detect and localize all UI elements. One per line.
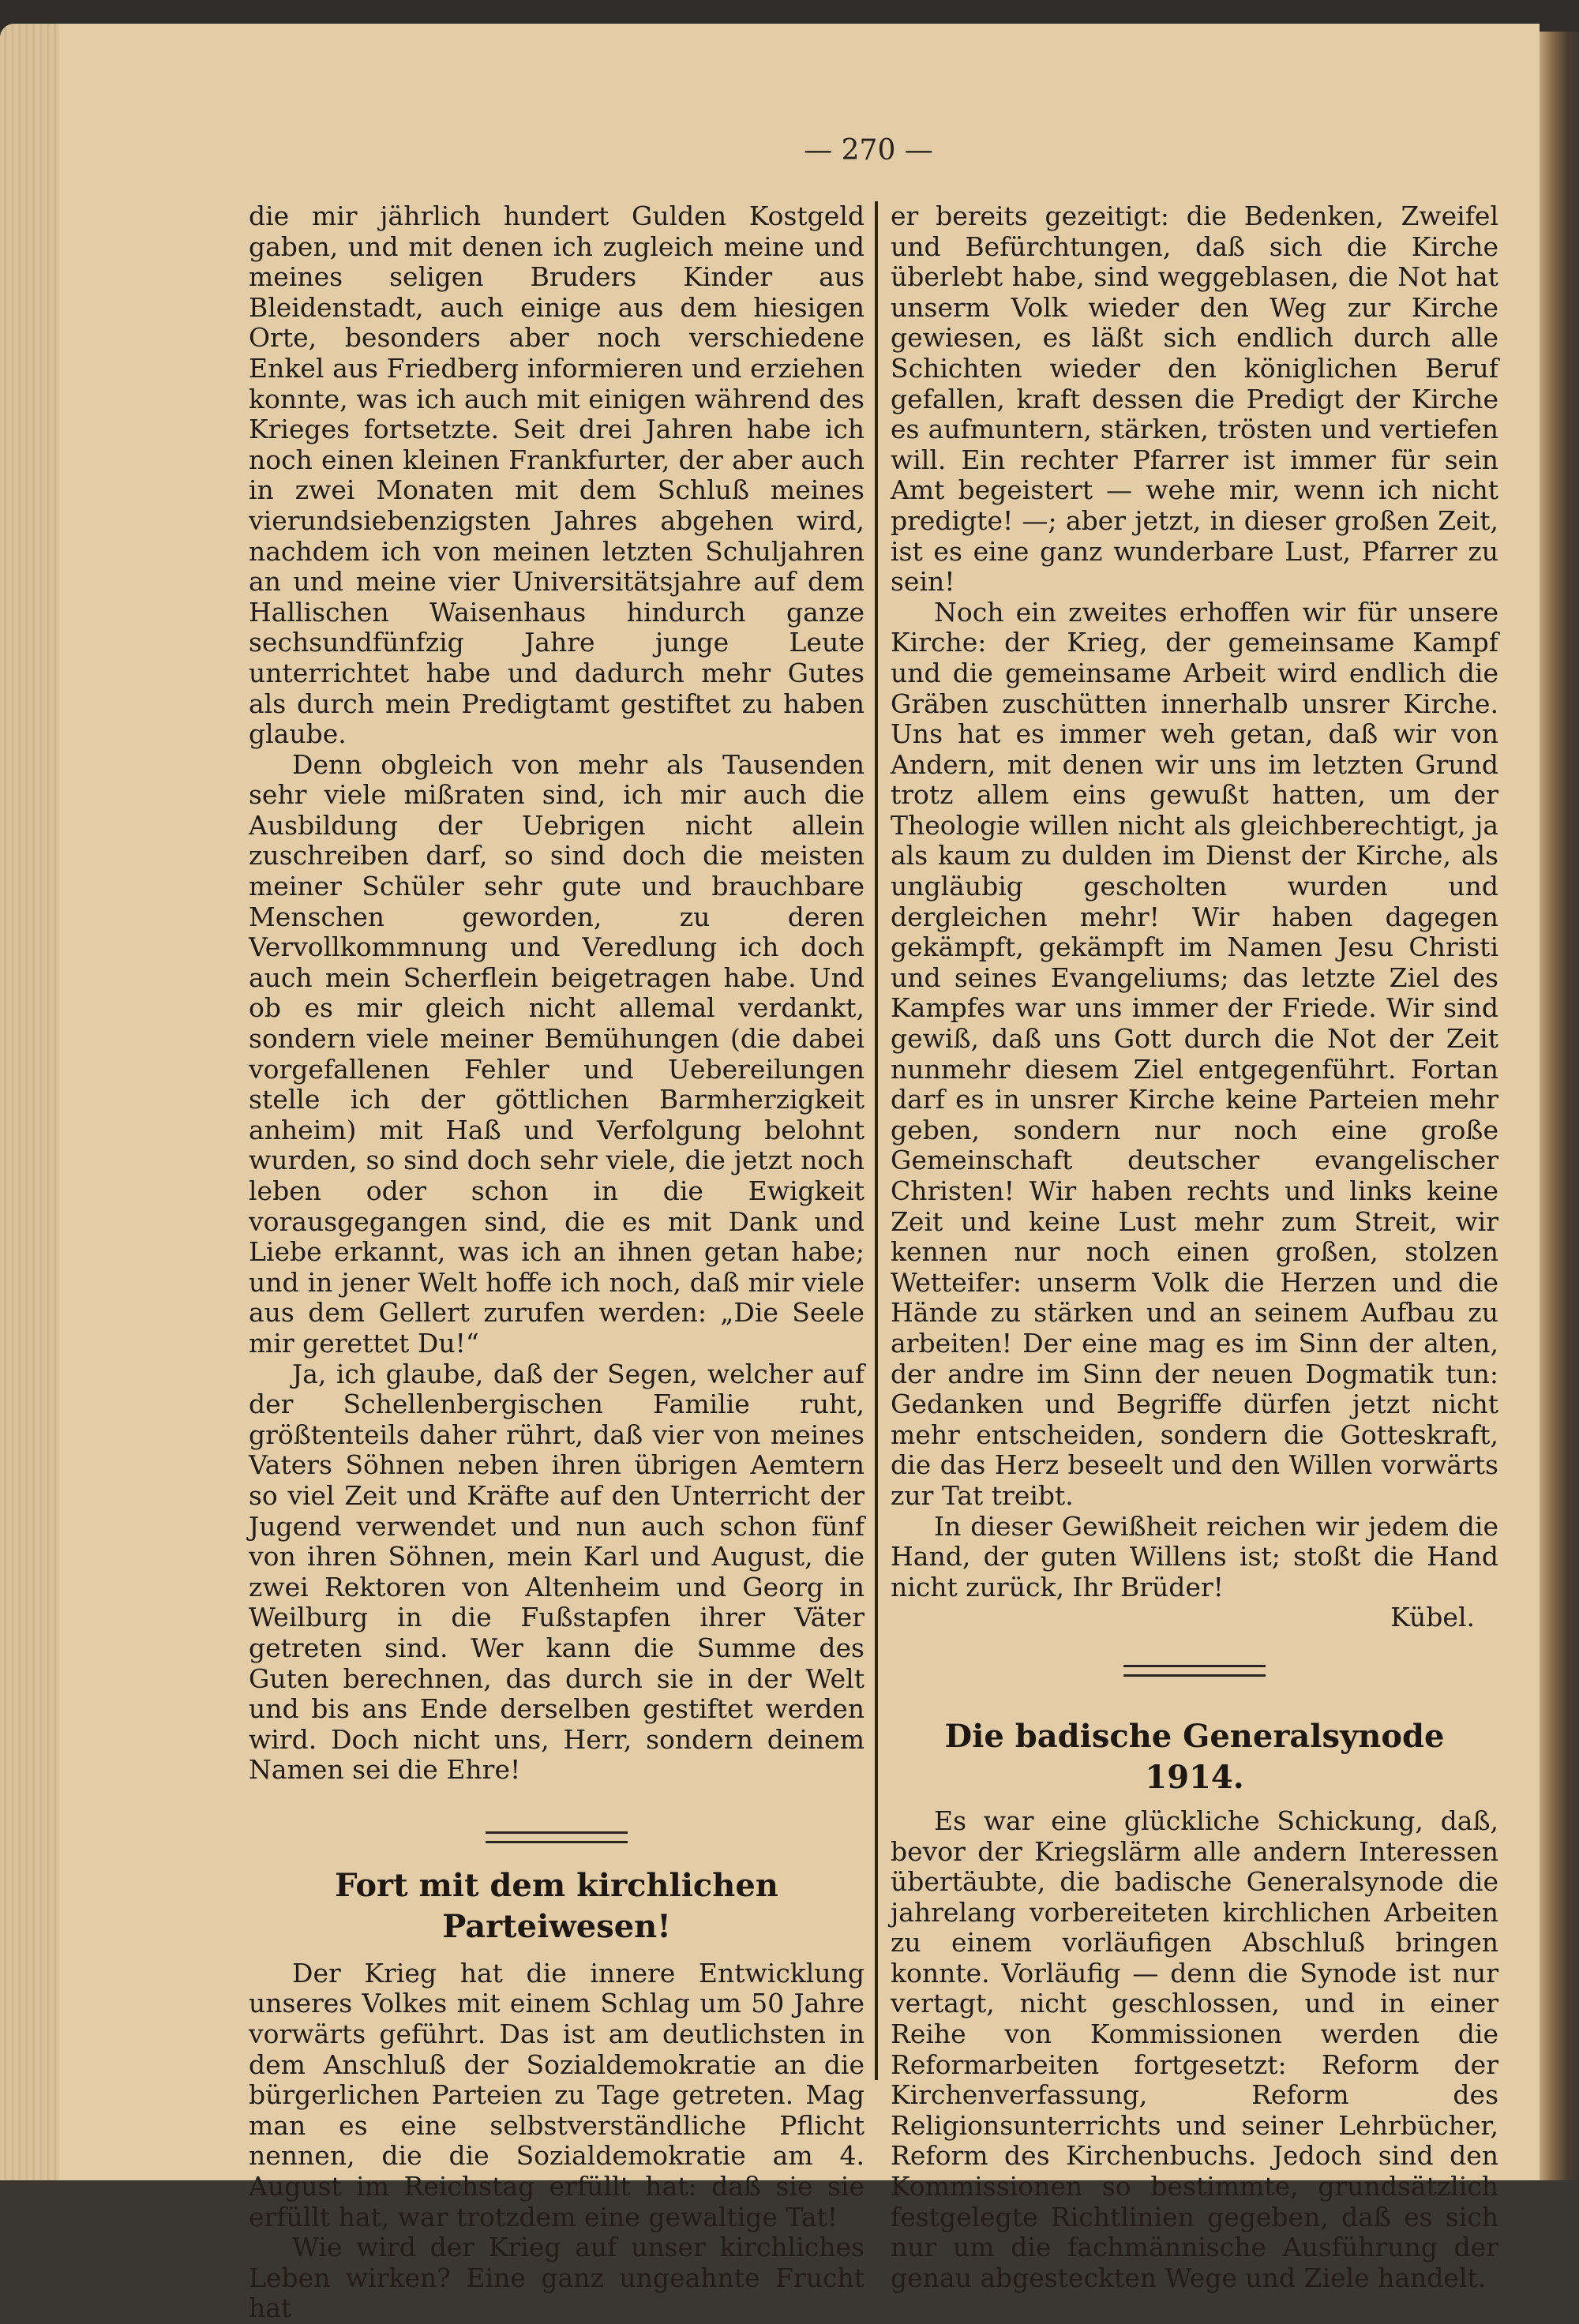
page-edge-stack (0, 24, 59, 2180)
right-paragraph-1: er bereits gezeitigt: die Bedenken, Zweifel und Befürchtungen, daß sich die Kirche überlebt habe, sind weggeblasen, die Not hat unserm Volk wieder den Weg zur Kirche gewiesen, es läßt sich endlich durch alle Schichten wieder den königlichen Beruf gefallen, kraft dessen die Predigt der Kirche es aufmuntern, stärken, trösten und vertiefen will. Ein rechter Pfarrer ist immer für sein Amt begeistert — wehe mir, wenn ich nicht predigte! —; aber jetzt, in dieser großen Zeit, ist es eine ganz wunderbare Lust, Pfarrer zu sein! (891, 201, 1498, 598)
left-paragraph-5: Wie wird der Krieg auf unser kirchliches Leben wirken? Eine ganz ungeahnte Frucht hat (249, 2232, 865, 2324)
left-paragraph-1: die mir jährlich hundert Gulden Kostgeld gaben, und mit denen ich zugleich meine und meines seligen Bruders Kinder aus Bleidenstadt, auch einige aus dem hiesigen Orte, besonders aber noch verschiedene Enkel aus Friedberg informieren und erziehen konnte, was ich auch mit einigen während des Krieges fortsetzte. Seit drei Jahren habe ich noch einen kleinen Frankfurter, der aber auch in zwei Monaten mit dem Schluß meines vierundsiebenzigsten Jahres abgehen wird, nachdem ich von meinen letzten Schuljahren an und meine vier Universitätsjahre auf dem Hallischen Waisenhaus hindurch ganze sechsundfünfzig Jahre junge Leute unterrichtet habe und dadurch mehr Gutes als durch mein Predigtamt gestiftet zu haben glaube. (249, 201, 865, 750)
page-number: — 270 — (804, 134, 933, 167)
right-paragraph-4: Es war eine glückliche Schickung, daß, bevor der Kriegslärm alle andern Interessen übertäubte, die badische Generalsynode die jahrelang vorbereiteten kirchlichen Arbeiten zu einem vorläufigen Abschluß bringen konnte. Vorläufig — denn die Synode ist nur vertagt, nicht geschlossen, und in einer Reihe von Kommissionen werden die Reformarbeiten fortgesetzt: Reform der Kirchenverfassung, Reform des Religionsunterrichts und seiner Lehrbücher, Reform des Kirchenbuchs. Jedoch sind den Kommissionen so bestimmte, grundsätzlich festgelegte Richtlinien gegeben, daß es sich nur um die fachmännische Ausführung der genau abgesteckten Wege und Ziele handelt. (891, 1805, 1498, 2293)
article-heading-parteiwesen: Fort mit dem kirchlichen Parteiwesen! (335, 1866, 778, 1945)
left-paragraph-4: Der Krieg hat die innere Entwicklung unseres Volkes mit einem Schlag um 50 Jahre vorwärts geführt. Das ist am deutlichsten in dem Anschluß der Sozialdemokratie an die bürgerlichen Parteien zu Tage getreten. Mag man es eine selbstverständliche Pflicht nennen, die die Sozialdemokratie am 4. August im Reichstag erfüllt hat: daß sie sie erfüllt hat, war trotzdem eine gewaltige Tat! (249, 1957, 865, 2232)
section-rule-right (1123, 1665, 1266, 1677)
right-paragraph-3: In dieser Gewißheit reichen wir jedem die Hand, der guten Willens ist; stoßt die Hand nicht zurück, Ihr Brüder! (891, 1510, 1498, 1602)
book-spine (1540, 32, 1579, 2180)
left-paragraph-2: Denn obgleich von mehr als Tausenden sehr viele mißraten sind, ich mir auch die Ausbildung der Uebrigen nicht allein zuschreiben darf, so sind doch die meisten meiner Schüler sehr gute und brauchbare Menschen geworden, zu deren Vervollkommnung und Veredlung ich doch auch mein Scherflein beigetragen habe. Und ob es mir gleich nicht allemal verdankt, sondern viele meiner Bemühungen (die dabei vorgefallenen Fehler und Uebereilungen stelle ich der göttlichen Barmherzigkeit anheim) mit Haß und Verfolgung belohnt wurden, so sind doch sehr viele, die jetzt noch leben oder schon in die Ewigkeit vorausgegangen sind, die es mit Dank und Liebe erkannt, was ich an ihnen getan habe; und in jener Welt hoffe ich noch, daß mir viele aus dem Gellert zurufen werden: „Die Seele mir gerettet Du!“ (249, 748, 865, 1359)
article-heading-generalsynode: Die badische Generalsynode 1914. (944, 1717, 1445, 1796)
column-divider (875, 201, 878, 2080)
left-paragraph-3: Ja, ich glaube, daß der Segen, welcher auf der Schellenbergischen Familie ruht, größtenteils daher rührt, daß vier von meines Vaters Söhnen neben ihren übrigen Aemtern so viel Zeit und Kräfte auf den Unterricht der Jugend verwendet und nun auch schon fünf von ihren Söhnen, mein Karl und August, die zwei Rektoren von Altenheim und Georg in Weilburg in die Fußstapfen ihrer Väter getreten sind. Wer kann die Summe des Guten berechnen, das durch sie in der Welt und bis ans Ende derselben gestiftet werden wird. Doch nicht uns, Herr, sondern deinem Namen sei die Ehre! (249, 1358, 865, 1786)
left-column (249, 201, 865, 2324)
right-column (891, 201, 1498, 2293)
right-paragraph-2: Noch ein zweites erhoffen wir für unsere Kirche: der Krieg, der gemeinsame Kampf und die gemeinsame Arbeit wird endlich die Gräben zuschütten innerhalb unsrer Kirche. Uns hat es immer weh getan, daß wir von Andern, mit denen wir uns im letzten Grund trotz allem eins gewußt hatten, um der Theologie willen nicht als gleichberechtigt, ja als kaum zu dulden im Dienst der Kirche, als ungläubig gescholten wurden und dergleichen mehr! Wir haben dagegen gekämpft, gekämpft im Namen Jesu Christi und seines Evangeliums; das letzte Ziel des Kampfes war uns immer der Friede. Wir sind gewiß, daß uns Gott durch die Not der Zeit nunmehr diesem Ziel entgegenführt. Fortan darf es in unsrer Kirche keine Parteien mehr geben, sondern nur noch eine große Gemeinschaft deutscher evangelischer Christen! Wir haben rechts und links keine Zeit und keine Lust mehr zum Streit, wir kennen nur noch einen großen, stolzen Wetteifer: unserm Volk die Herzen und die Hände zu stärken und an seinem Aufbau zu arbeiten! Der eine mag es im Sinn der alten, der andre im Sinn der neuen Dogmatik tun: Gedanken und Begriffe dürfen jetzt nicht mehr entscheiden, sondern die Gotteskraft, die das Herz beseelt und den Willen vorwärts zur Tat treibt. (891, 596, 1498, 1511)
section-rule-left (486, 1831, 628, 1843)
signature-kuebel: Kübel. (1390, 1602, 1475, 1633)
